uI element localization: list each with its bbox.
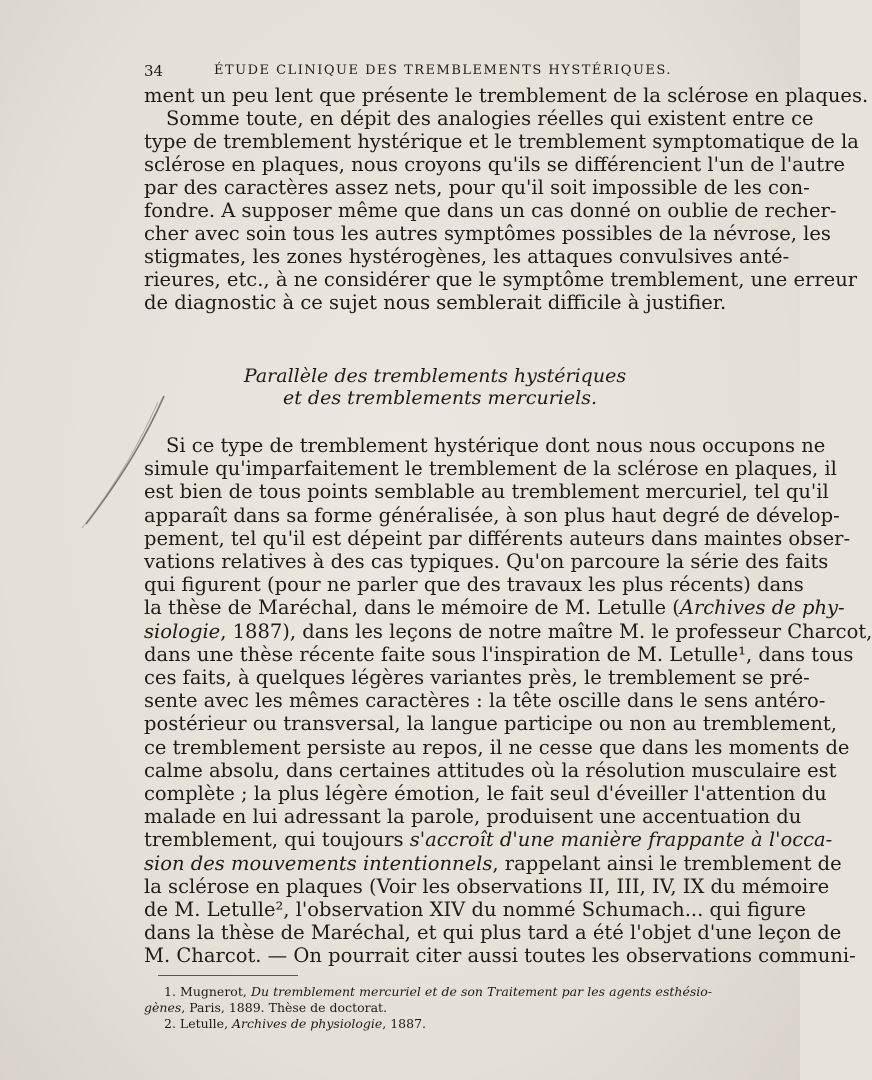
italic-run: gènes [144, 1000, 182, 1015]
text-line: apparaît dans sa forme généralisée, à son plus haut degré de dévelop- [144, 503, 840, 527]
text-line: Si ce type de tremblement hystérique dont nous nous occupons ne [166, 434, 826, 457]
text-line: de diagnostic à ce sujet nous semblerait difficile à justifier. [144, 291, 727, 314]
text-line: la sclérose en plaques (Voir les observations II, III, IV, IX du mémoire [144, 874, 830, 898]
text-line: type de tremblement hystérique et le tremblement symptomatique de la [144, 130, 859, 153]
text-line [144, 619, 872, 643]
text-line: simule qu'imparfaitement le tremblement de la sclérose en plaques, il [144, 457, 837, 481]
text-line: postérieur ou transversal, la langue participe ou non au tremblement, [144, 712, 837, 736]
text-line [144, 828, 833, 852]
text-run: 2. Letulle, [164, 1016, 233, 1031]
text-line: ces faits, à quelques légères variantes près, le tremblement se pré- [144, 666, 810, 690]
text-run: , Paris, 1889. Thèse de doctorat. [181, 1000, 388, 1015]
footnotes [144, 984, 712, 1032]
text-line: pement, tel qu'il est dépeint par différents auteurs dans maintes obser- [144, 526, 851, 550]
text-line: qui figurent (pour ne parler que des travaux les plus récents) dans [144, 573, 804, 597]
page-number: 34 [144, 62, 164, 80]
text-line: ment un peu lent que présente le tremblement de la sclérose en plaques. [144, 84, 869, 107]
text-run: , 1887), dans les leçons de notre maître M. le professeur Charcot, [220, 619, 872, 643]
text-line: de M. Letulle², l'observation XIV du nommé Schumach... qui figure [144, 898, 806, 922]
running-title: ÉTUDE CLINIQUE DES TREMBLEMENTS HYSTÉRIQUES. [214, 63, 672, 78]
footnote-divider [158, 975, 298, 976]
text-line: est bien de tous points semblable au tremblement mercuriel, tel qu'il [144, 480, 829, 504]
text-line: complète ; la plus légère émotion, le fait seul d'éveiller l'attention du [144, 782, 827, 806]
paragraph-conclusion [144, 84, 869, 314]
text-line: malade en lui adressant la parole, produisent une accentuation du [144, 805, 802, 829]
text-line: Somme toute, en dépit des analogies réelles qui existent entre ce [166, 107, 814, 130]
text-line: M. Charcot. — On pourrait citer aussi toutes les observations communi- [144, 944, 856, 968]
italic-run: sion des mouvements intentionnels [144, 851, 493, 875]
text-run: la thèse de Maréchal, dans le mémoire de M. Letulle ( [144, 596, 680, 620]
text-line: fondre. A supposer même que dans un cas donné on oublie de recher- [144, 199, 837, 222]
text-run: 1. Mugnerot, [164, 984, 251, 999]
text-run: tremblement, qui toujours [144, 828, 410, 852]
text-line: calme absolu, dans certaines attitudes où la résolution musculaire est [144, 758, 837, 782]
text-line: ce tremblement persiste au repos, il ne cesse que dans les moments de [144, 735, 850, 759]
footnote-1 [144, 984, 712, 1000]
text-line: par des caractères assez nets, pour qu'il soit impossible de les con- [144, 176, 810, 199]
italic-run: Archives de phy- [679, 596, 845, 620]
text-line: cher avec soin tous les autres symptômes possibles de la névrose, les [144, 222, 831, 245]
text-run: , rappelant ainsi le tremblement de [492, 851, 842, 875]
italic-run: Archives de physiologie [232, 1016, 383, 1031]
page-header [144, 62, 712, 86]
text-run: , 1887. [382, 1016, 426, 1031]
footnote-1-cont [144, 1000, 712, 1016]
section-heading [144, 365, 712, 409]
text-line: rieures, etc., à ne considérer que le symptôme tremblement, une erreur [144, 268, 858, 291]
text-line: dans une thèse récente faite sous l'inspiration de M. Letulle¹, dans tous [144, 642, 854, 666]
text-line: sclérose en plaques, nous croyons qu'ils se différencient l'un de l'autre [144, 153, 845, 176]
italic-run: siologie [144, 619, 221, 643]
text-line [144, 596, 845, 620]
italic-run: Du tremblement mercuriel et de son Traitement par les agents esthésio- [250, 984, 713, 999]
italic-run: s'accroît d'une manière frappante à l'occa- [409, 828, 833, 852]
text-line: dans la thèse de Maréchal, et qui plus tard a été l'objet d'une leçon de [144, 921, 842, 945]
section-heading-line: Parallèle des tremblements hystériques [243, 365, 627, 387]
text-line [144, 851, 842, 875]
paragraph-comparison [144, 434, 872, 968]
section-heading-line: et des tremblements mercuriels. [283, 387, 597, 409]
text-line: sente avec les mêmes caractères : la tête oscille dans le sens antéro- [144, 689, 826, 713]
text-line: vations relatives à des cas typiques. Qu'on parcoure la série des faits [144, 550, 829, 574]
footnote-2 [144, 1016, 712, 1032]
text-line: stigmates, les zones hystérogènes, les attaques convulsives anté- [144, 245, 790, 268]
